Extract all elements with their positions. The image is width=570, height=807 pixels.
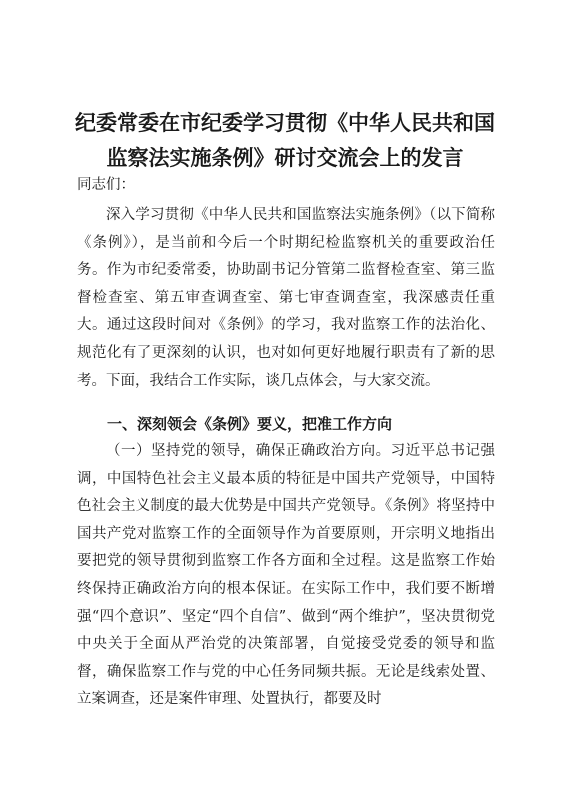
document-title-line-1: 纪委常委在市纪委学习贯彻《中华人民共和国 bbox=[75, 111, 495, 135]
greeting: 同志们： bbox=[77, 177, 135, 193]
document-title-line-2: 监察法实施条例》研讨交流会上的发言 bbox=[106, 146, 464, 170]
paragraph-section-1-1: （一）坚持党的领导，确保正确政治方向。习近平总书记强调，中国特色社会主义最本质的特征是中国共产党领导，中国特色社会主义制度的最大优势是中国共产党领导。《条例》将坚持中国共产党对监察工作的全面领导作为首要原则，开宗明义地指出要把党的领导贯彻到监察工作各方面和全过程。这是监察工作始终保持正确政治方向的根本保证。在实际工作中，我们要不断增强“四个意识”、坚定“四个自信”、做到“两个维护”，坚决贯彻党中央关于全面从严治党的决策部署，自觉接受党委的领导和监督，确保监察工作与党的中心任务同频共振。无论是线索处置、立案调查，还是案件审理、处置执行，都要及时 bbox=[77, 443, 495, 708]
paragraph-intro: 深入学习贯彻《中华人民共和国监察法实施条例》（以下简称《条例》），是当前和今后一个时期纪检监察机关的重要政治任务。作为市纪委常委，协助副书记分管第二监督检查室、第三监督检查室、第五审查调查室、第七审查调查室，我深感责任重大。通过这段时间对《条例》的学习，我对监察工作的法治化、规范化有了更深刻的认识，也对如何更好地履行职责有了新的思考。下面，我结合工作实际，谈几点体会，与大家交流。 bbox=[77, 207, 495, 389]
section-heading-1: 一、深刻领会《条例》要义，把准工作方向 bbox=[107, 415, 393, 433]
